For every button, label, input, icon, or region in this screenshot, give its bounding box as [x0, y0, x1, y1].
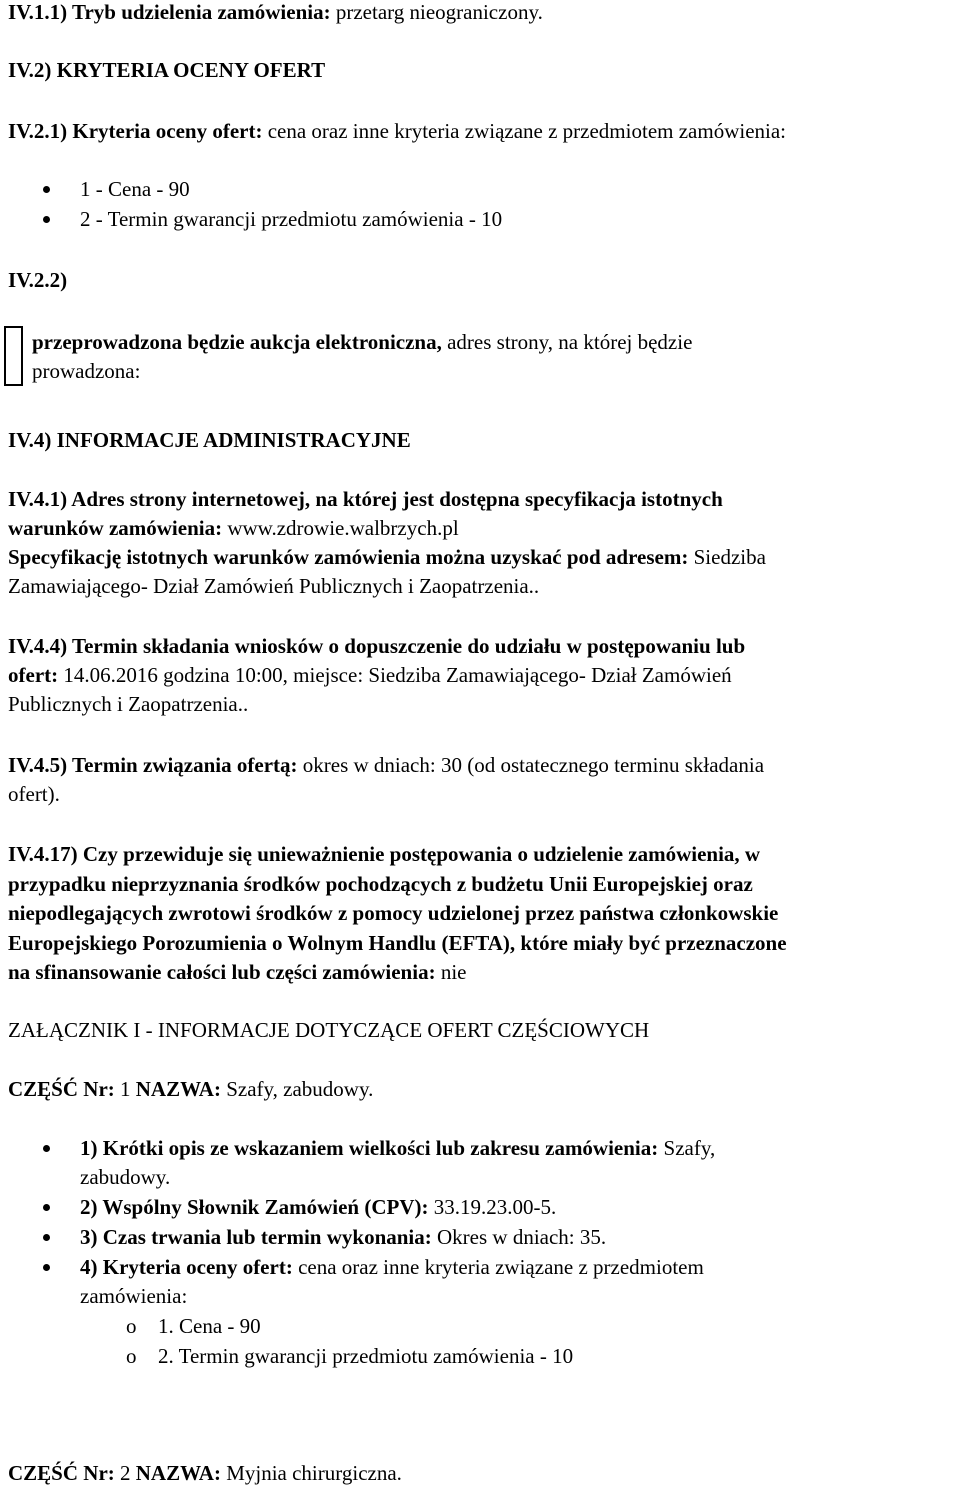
section-iv-1-1: IV.1.1) Tryb udzielenia zamówienia: przetarg nieograniczony.	[8, 0, 543, 24]
part-1-item-criteria: 4) Kryteria oceny ofert: cena oraz inne kryteria związane z przedmiotem zamówienia:	[80, 1255, 704, 1308]
part-2-header: CZĘŚĆ Nr: 2 NAZWA: Myjnia chirurgiczna.	[8, 1461, 402, 1485]
part-1-subcriteria-1: 1. Cena - 90	[158, 1314, 261, 1338]
part-1-item-cpv: 2) Wspólny Słownik Zamówień (CPV): 33.19.23.00-5.	[80, 1195, 557, 1219]
section-iv-2-2: IV.2.2)	[8, 268, 68, 292]
annex-title: ZAŁĄCZNIK I - INFORMACJE DOTYCZĄCE OFERT CZĘŚCIOWYCH	[8, 1018, 650, 1042]
part-1-header: CZĘŚĆ Nr: 1 NAZWA: Szafy, zabudowy.	[8, 1077, 374, 1101]
sub-bullet: o	[126, 1344, 137, 1368]
criteria-item-2: 2 - Termin gwarancji przedmiotu zamówienia - 10	[80, 207, 503, 231]
section-iv-4-5: IV.4.5) Termin związania ofertą: okres w dniach: 30 (od ostatecznego terminu składania ofert).	[8, 753, 765, 806]
section-iv-4-heading: IV.4) INFORMACJE ADMINISTRACYJNE	[8, 428, 411, 452]
section-iv-4-1: IV.4.1) Adres strony internetowej, na której jest dostępna specyfikacja istotnych warunków zamówienia: www.zdrowie.walbrzych.pl	[8, 487, 723, 540]
bullet	[43, 1145, 50, 1152]
specification-address: Specyfikację istotnych warunków zamówienia można uzyskać pod adresem: Siedziba Zamawiającego- Dział Zamówień Publicznych i Zaopatrzenia..	[8, 545, 766, 598]
part-1-subcriteria-2: 2. Termin gwarancji przedmiotu zamówienia - 10	[158, 1344, 574, 1368]
criteria-item-1: 1 - Cena - 90	[80, 177, 190, 201]
sub-bullet: o	[126, 1314, 137, 1338]
auction-text: przeprowadzona będzie aukcja elektroniczna, adres strony, na której będzie prowadzona:	[32, 330, 693, 383]
bullet	[43, 1234, 50, 1241]
bullet	[43, 1264, 50, 1271]
specification-url: www.zdrowie.walbrzych.pl	[222, 516, 459, 540]
section-iv-2-heading: IV.2) KRYTERIA OCENY OFERT	[8, 58, 326, 82]
bullet	[43, 216, 50, 223]
part-1-item-description: 1) Krótki opis ze wskazaniem wielkości lub zakresu zamówienia: Szafy, zabudowy.	[80, 1136, 716, 1189]
auction-checkbox[interactable]	[4, 326, 23, 386]
bullet	[43, 186, 50, 193]
section-iv-4-17: IV.4.17) Czy przewiduje się unieważnienie postępowania o udzielenie zamówienia, w przypadku nieprzyznania środków pochodzących z budżetu Unii Europejskiej oraz niepodlegających zwrotowi środków z pomocy udzielonej przez państwa członkowskie Europejskiego Porozumienia o Wolnym Handlu (EFTA), które miały być przeznaczone na sfinansowanie całości lub części zamówienia: nie	[8, 842, 787, 984]
part-1-item-duration: 3) Czas trwania lub termin wykonania: Okres w dniach: 35.	[80, 1225, 607, 1249]
bullet	[43, 1204, 50, 1211]
section-iv-4-4: IV.4.4) Termin składania wniosków o dopuszczenie do udziału w postępowaniu lub ofert: 14.06.2016 godzina 10:00, miejsce: Siedziba Zamawiającego- Dział Zamówień Publicznych i Zaopatrzenia..	[8, 634, 746, 716]
section-iv-2-1: IV.2.1) Kryteria oceny ofert: cena oraz inne kryteria związane z przedmiotem zamówienia:	[8, 119, 787, 143]
